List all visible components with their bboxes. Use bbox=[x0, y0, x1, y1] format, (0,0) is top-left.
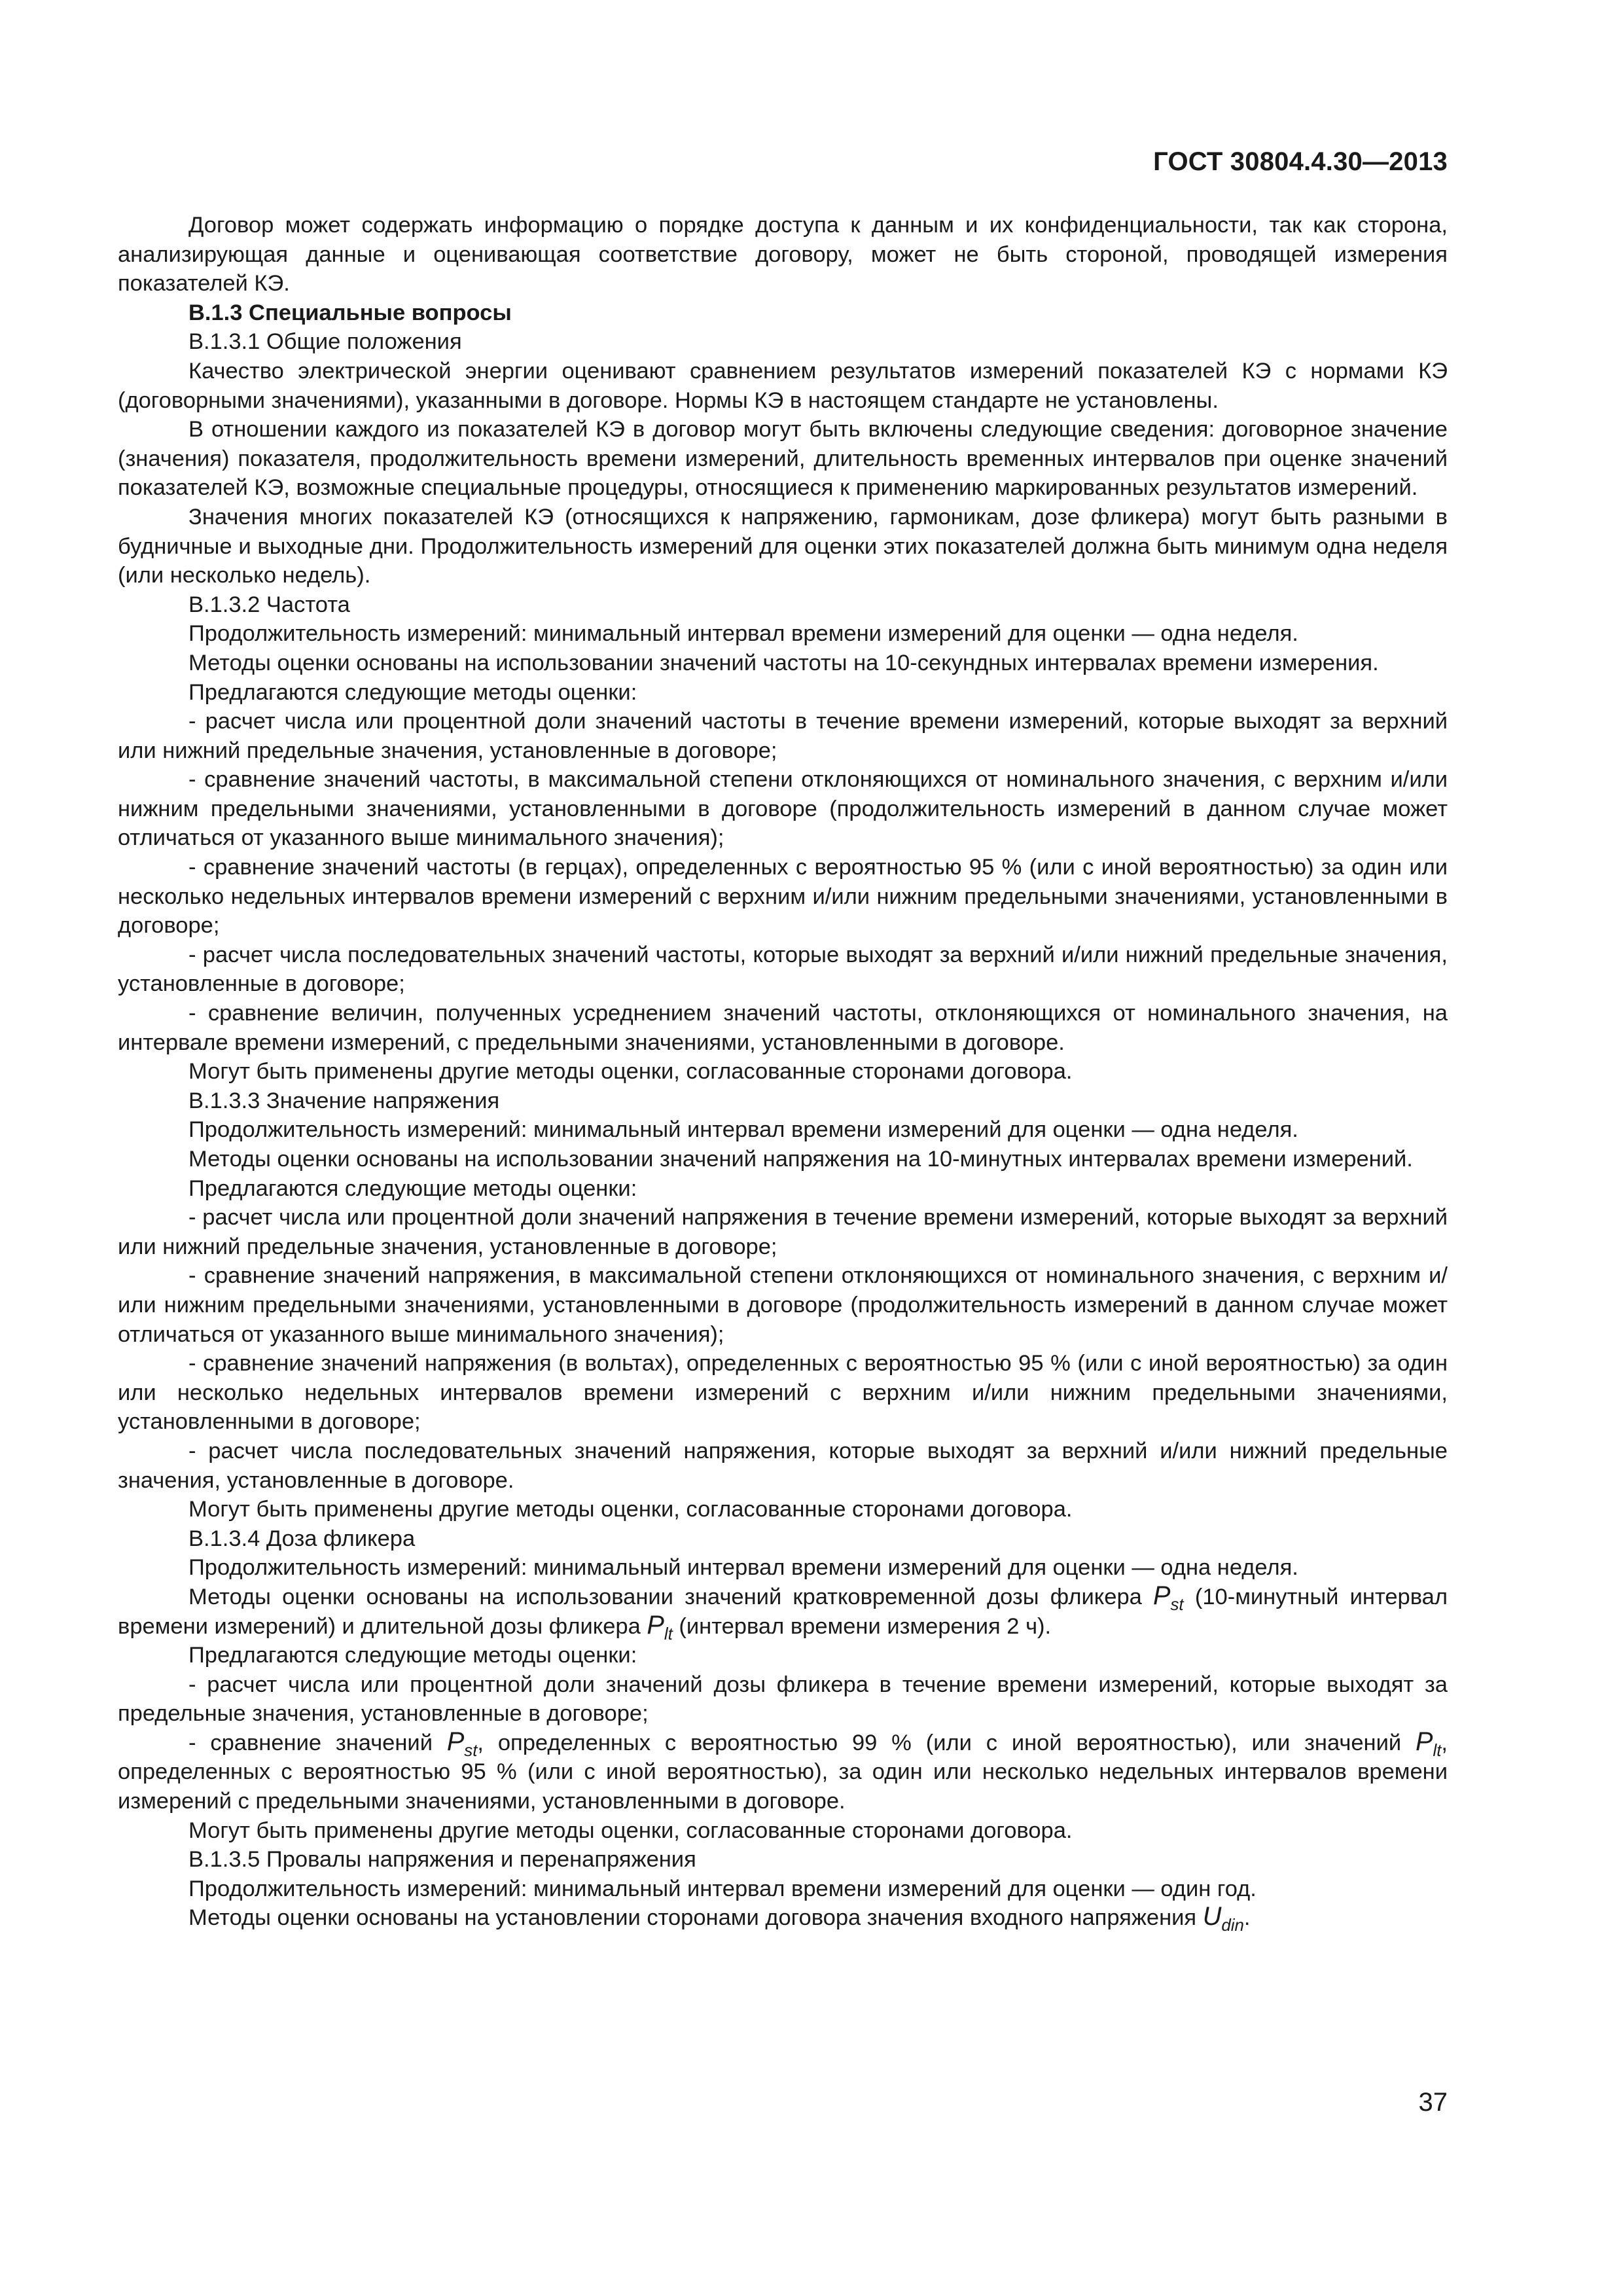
text-segment: Методы оценки основаны на использовании значений кратковременной дозы фликера bbox=[188, 1584, 1154, 1609]
paragraph: В.1.3.5 Провалы напряжения и перенапряжения bbox=[188, 1847, 696, 1873]
text-segment: (интервал времени измерения 2 ч). bbox=[672, 1613, 1052, 1639]
paragraph: - сравнение значений частоты (в герцах), определенных с вероятностью 95 % (или с иной вероятностью) за один или несколько недельных интервалов времени измерений с верхним и/или нижним предельными значениями, установленными в договоре; bbox=[118, 855, 1448, 939]
page-number: 37 bbox=[1418, 2088, 1448, 2117]
paragraph: - сравнение значений напряжения (в вольтах), определенных с вероятностью 95 % (или с иной вероятностью) за один или несколько недельных интервалов времени измерений с верхним и/или нижним предельными значениями, установленными в договоре; bbox=[118, 1351, 1448, 1435]
math-symbol bbox=[1416, 1727, 1442, 1760]
math-symbol bbox=[446, 1727, 478, 1760]
paragraph: - расчет числа или процентной доли значений дозы фликера в течение времени измерений, которые выходят за предельные значения, установленные в договоре; bbox=[118, 1672, 1448, 1727]
paragraph: Методы оценки основаны на использовании значений частоты на 10-секундных интервалах времени измерения. bbox=[188, 650, 1379, 675]
paragraph: Договор может содержать информацию о порядке доступа к данным и их конфиденциальности, так как сторона, анализирующая данные и оценивающая соответствие договору, может не быть стороной, проводящей измерения показателей КЭ. bbox=[118, 213, 1448, 296]
text-segment: Методы оценки основаны на установлении сторонами договора значения входного напряжения bbox=[188, 1905, 1203, 1931]
paragraph: В.1.3.3 Значение напряжения bbox=[188, 1088, 500, 1113]
paragraph: В.1.3.2 Частота bbox=[188, 592, 350, 617]
paragraph: Продолжительность измерений: минимальный интервал времени измерений для оценки — одна неделя. bbox=[188, 621, 1298, 647]
paragraph: - сравнение значений частоты, в максимальной степени отклоняющихся от номинального значения, с верхним и/или нижним предельными значениями, установленными в договоре (продолжительность измерений в данном случае может отличаться от указанного выше минимального значения); bbox=[118, 767, 1448, 851]
math-variable: U bbox=[1202, 1902, 1222, 1931]
paragraph: Методы оценки основаны на использовании значений напряжения на 10-минутных интервалах времени измерений. bbox=[188, 1147, 1413, 1172]
paragraph: Продолжительность измерений: минимальный интервал времени измерений для оценки — один год. bbox=[188, 1876, 1257, 1901]
paragraph: В.1.3.4 Доза фликера bbox=[188, 1526, 416, 1551]
document-body bbox=[118, 211, 1448, 1933]
paragraph: Могут быть применены другие методы оценки, согласованные сторонами договора. bbox=[188, 1059, 1073, 1085]
paragraph: Предлагаются следующие методы оценки: bbox=[188, 679, 637, 705]
math-subscript: lt bbox=[1433, 1741, 1442, 1760]
paragraph: - расчет числа последовательных значений напряжения, которые выходят за верхний и/или нижний предельные значения, установленные в договоре. bbox=[118, 1438, 1448, 1493]
document-code-header: ГОСТ 30804.4.30—2013 bbox=[1153, 147, 1448, 176]
math-subscript: st bbox=[464, 1741, 478, 1760]
math-variable: P bbox=[1416, 1727, 1433, 1756]
paragraph: Могут быть применены другие методы оценки, согласованные сторонами договора. bbox=[188, 1497, 1073, 1522]
math-variable: P bbox=[1153, 1581, 1171, 1610]
paragraph: Продолжительность измерений: минимальный интервал времени измерений для оценки — одна неделя. bbox=[188, 1117, 1298, 1143]
math-subscript: st bbox=[1170, 1595, 1184, 1614]
math-subscript: lt bbox=[664, 1624, 673, 1643]
math-symbol bbox=[1202, 1902, 1244, 1935]
paragraph: - расчет числа или процентной доли значений напряжения в течение времени измерений, которые выходят за верхний или нижний предельные значения, установленные в договоре; bbox=[118, 1205, 1448, 1259]
paragraph: - сравнение значений напряжения, в максимальной степени отклоняющихся от номинального значения, с верхним и/или нижним предельными значениями, установленными в договоре (продолжительность измерений в данном случае может отличаться от указанного выше минимального значения); bbox=[118, 1263, 1448, 1347]
text-segment: , определенных с вероятностью 95 % (или с иной вероятностью), за один или несколько недельных интервалов времени измерений с предельными значениями, установленными в договоре. bbox=[118, 1730, 1448, 1814]
paragraph: - расчет числа или процентной доли значений частоты в течение времени измерений, которые выходят за верхний или нижний предельные значения, установленные в договоре; bbox=[118, 709, 1448, 763]
text-segment: , определенных с вероятностью 99 % (или с иной вероятностью), или значений bbox=[477, 1730, 1416, 1755]
math-symbol bbox=[647, 1610, 673, 1643]
math-variable: P bbox=[446, 1727, 465, 1756]
paragraph: - расчет числа последовательных значений частоты, которые выходят за верхний и/или нижний предельные значения, установленные в договоре; bbox=[118, 942, 1448, 997]
text-segment: . bbox=[1243, 1905, 1251, 1931]
text-segment: (10-минутный интервал времени измерений) и длительной дозы фликера bbox=[118, 1584, 1448, 1639]
paragraph: Предлагаются следующие методы оценки: bbox=[188, 1643, 637, 1668]
paragraph: В.1.3.1 Общие положения bbox=[188, 329, 462, 355]
math-symbol bbox=[1153, 1581, 1184, 1614]
paragraph: В отношении каждого из показателей КЭ в договор могут быть включены следующие сведения: договорное значение (значения) показателя, продолжительность времени измерений, длительность временных интервалов при оценке значений показателей КЭ, возможные специальные процедуры, относящиеся к применению маркированных результатов измерений. bbox=[118, 417, 1448, 501]
math-variable: P bbox=[647, 1610, 664, 1640]
paragraph bbox=[118, 1583, 1448, 1641]
paragraph: - сравнение величин, полученных усреднением значений частоты, отклоняющихся от номинального значения, на интервале времени измерений, с предельными значениями, установленными в договоре. bbox=[118, 1001, 1448, 1055]
paragraph: Значения многих показателей КЭ (относящихся к напряжению, гармоникам, дозе фликера) могут быть разными в будничные и выходные дни. Продолжительность измерений для оценки этих показателей должна быть минимум одна неделя (или несколько недель). bbox=[118, 504, 1448, 588]
paragraph: Качество электрической энергии оценивают сравнением результатов измерений показателей КЭ с нормами КЭ (договорными значениями), указанными в договоре. Нормы КЭ в настоящем стандарте не установлены. bbox=[118, 358, 1448, 413]
paragraph: Предлагаются следующие методы оценки: bbox=[188, 1175, 637, 1201]
paragraph bbox=[118, 1903, 1448, 1933]
section-heading: В.1.3 Специальные вопросы bbox=[188, 300, 512, 325]
text-segment: - сравнение значений bbox=[188, 1730, 447, 1755]
paragraph: Могут быть применены другие методы оценки, согласованные сторонами договора. bbox=[188, 1818, 1073, 1843]
math-subscript: din bbox=[1221, 1916, 1244, 1935]
paragraph bbox=[118, 1729, 1448, 1816]
paragraph: Продолжительность измерений: минимальный интервал времени измерений для оценки — одна неделя. bbox=[188, 1555, 1298, 1581]
